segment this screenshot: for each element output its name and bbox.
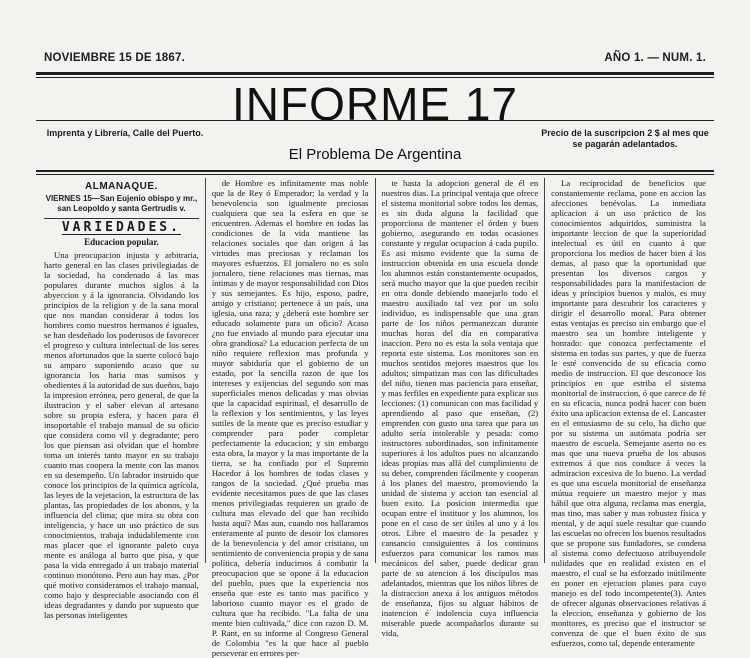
column-4-text: La reciprocidad de beneficios que constantemente reclama, pone en accion las afecciones benévolas. La inmediata aplicacion á un uso práctico de los conocimientos adquiridos, suministra la importante leccion de que la superioridad intelectual es útil en cuanto á que proporcionа los medios de hacer bien á los demas, al paso que la oportunidad que presentan los diversos cargos y responsabilidades para la manifestacion de ideas y principios buenos y malos, es muy importante para descubrir los caracteres y dirigir el desarrollo moral. Para obtener estas ventajas es preciso sin embargo que el maestro sea un hombre inteligente y honrado: que conozca perfectamente el sistema en todas sus partes, y que de fuerza le esté convencido de su eficacia como medio de instruccion. El que desconoce los principios en que estriba el sistema monitorial de instruccion, ó que carece de fé en su eficacia, nunca podrá hacer con buen éxito una aplicacion extensa de el. Lancaster en el entusiasmo de su celo, ha dicho que por su sistema un autómata podría ser maestro de escuela. Semejante aserto no es mas que una nueva prueba de los abusos extremos á que nos conduce á veces la admiracion excesiva de lo bueno. La verdad es que una escuela monitorial de enseñanza mútua requiere un maestro mejor y mas hábil que otra alguna, reclama mas energía, mas tino, mas saber y mas robustez física y mental, y de aquí suele resultar que cuando las escuelas no ofrecen los buenos resultados que se propone sus fundadores, se condena al sistema como defectuoso atribuyendole nulidades que en realidad existen en el maestro, el cual se ha esforzado inútilmente en poner en ejecucion planes para cuyo manejo es del todo incompetente(3). Antes de ofrecer algunas observaciones relativas á la eleccion, enseñanza y gobierno de los monitores, es preciso que el instructor se convenza de que el buen éxito de sus esfuerzos, como tal, depende enteramente: [551, 178, 706, 648]
masthead-title: INFORME 17: [231, 78, 519, 130]
almanaque-text: VIERNES 15—San Eujenio obispo y mr., san Leopoldo y santa Gertrudis v.: [45, 194, 198, 213]
dateline: [44, 52, 706, 70]
article-columns: [38, 178, 712, 658]
column-3: [375, 178, 545, 638]
subheader-rule: [36, 170, 714, 172]
issue-number: AÑO 1. — NUM. 1.: [604, 52, 706, 64]
subtitle-wrap: [210, 128, 540, 164]
subheader-rule-thin: [36, 174, 714, 175]
printer-address: Imprenta y Librería, Calle del Puerto.: [46, 128, 204, 138]
issue-date: NOVIEMBRE 15 DE 1867.: [44, 52, 185, 64]
column-4: [544, 178, 712, 648]
column-3-text: te hasta la adopcion general de él en nuestros dias. La principal ventaja que ofrece el sistema monitorial sobre todos los demas, es sin duda alguna la facilidad que proporciona de mantener el órden y buen gobierno, asegurando en todas ocasiones constante y regular ocupacion á cada pupilo. Es asi mismo evidente que la suma de instruccion obtenida en una escuela donde los alumnos están constantemente ocupados, será mucho mayor que la que pueden recibir en otra donde debiendo manejarlo todo el maestro auxiliado tal vez por un solo individuo, es indispensable que una gran parte de los niños permanezcan durante muchas horas del dia en comparativa inaccion. Pero no es esta la sola ventaja que reporta este sistema. Los monitores son en muchos sentidos mejores maestros que los adultos; simpatizan mas con las dificultades del niño, tienen mas paciencia para enseñar, y mas ferfiles en expediente para explicar sus lecciones: (1) comunican con mas facilidad y aprendiendo al paso que enseñan, (2) emprenden con gusto una tarea que para un adulto sería intolerable y pesada: como instructores subordinados, son infinitamente superiores á los adultos pues no alcanzando ideas propias mas allá del cumplimiento de su deber, comprenden fácilmente y cooperan á los planes del maestro, promoviendo la unidad de sistema y accion tan esencial al buen exito. La posicion intermedia que ocupan entre el instituor y los alumnos, los pone en el caso de ser útiles al uno y á los otros. Libre el maestro de la pesadez y cansancio consiguientes á los continuos esfuerzos para comunicar los ramos mas mecánicos del saber, puede dedicar gran parte de su atencion á los discípulos mas adelantados, mientras que los niños libres de la distraccion anexa á los antiguos métodos de enseñanza, fijos su alguar hábitos de inatencion é indolencia cuya influencia miserable puede acompañarlos durante su vida,: [381, 178, 539, 638]
subtitle: El Problema De Argentina: [288, 146, 462, 163]
subscription-price: Precio de la suscripcion 2 $ al mes que se pagarán adelantados.: [541, 128, 709, 149]
section-heading: VARIEDADES.: [61, 220, 181, 235]
column-2-text: de Hombre es infinitamente mas noble que la de Rey ó Emperador; la verdad y la benevolencia son igualmente preciosas cualquiera que sea la esfera en que se encuentren. Ademas el hombre en todas las condiciones de la vida mantiene las relaciones sociales que dan origen á las virtudes mas preciosas y reclaman los mayores esfuerzos. El jornalero no es solo jornalero, tiene relaciones mas tiernas, mas íntimas y de mayor responsabilidad con Dios y sus semejantes. Es hijo, esposo, padre, amigo y cristiano; pertenece á un país, una iglesia, una raza; y ¿deberá este hombre ser educado solamente para un oficio? Acaso ¿no fue enviado al mundo para ejecutar una obra grandiosa? La educacion perfecta de un niño requiere reflexion mas profunda y mayor sabiduría que el gobierno de un estado, por la sencilla razon de que los intereses y exijencias del segundo son mas superficiales menos delicadas y mas obvias que la capacidad espiritual, el desarrollo de la reflexion y los sentimientos, y las leyes sutiles de la mente que es preciso estudiar y comprender para poder completar perfectamente la educacion; y sin embargo esta obra, la mayor y la mas importante de la tierra, se ha confiado por el Supremo Hacedor á los hombres de todas clases y rangos de la sociedad. ¿Qué prueba mas evidente necesitamos pues de que las clases menos privilegiadas requieren un grado de cultura mas elevado del que han recibido hasta aquí? Mas aun, cuando nos hallaramos enteramente al punto de desoir los clamores de la benevolencia y del amor cristiano, un sentimiento de conveniencia propia y de sana política, debería inducirnos á combatir la preocupacion que se opone á la educacion del pueblo, pues que la experiencia nos enseña que este es tanto mas pacífico y laborioso cuanto mayor es el grado de cultura que ha recibido. "La falta de una mente bien cultivada," dice con razon D. M. P. Rant, en su informe al Congreso General de Colombia "es la que hace al pueblo perseverar en errores per-: [211, 178, 369, 658]
article-title: Educacion popular.: [84, 237, 159, 247]
almanaque-heading: ALMANAQUE.: [85, 181, 158, 192]
section-rule: [44, 218, 199, 219]
top-rule: [36, 72, 714, 75]
masthead-rule: [36, 120, 714, 121]
column-1: [38, 178, 205, 620]
subheader: [40, 128, 710, 168]
column-1-text: Una preocupacion injusta y arbitraria, harto general en las clases privilegiadas de la sociedad, ha condenado á las mas populares durante muchos siglos á la abyeccion y á la ignorancia. Olvidando los principios de la religion y de la sana moral que nos mandan considerar á todos los hombres como nuestros hermanos é iguales, se han desdeñado los poderosos de favorecer el progreso y cultura intelectual de los seres menos afortunados que la suerte colocó bajo su amparo suponiendo acaso que su ignorancia los haria mas sumisos y obedientes á la autoridad de sus dueños, bajo la impresion errónea, pero general, de que la ilustracion y el saber elevan al artesano sobre su propia esfera, y hacen para él insoportable el trabajo manual de su oficio que considera como vil y degradante; pero los que piensan asi olvidan que el hombre toma un interés tanto mayor en su trabajo cuanto mas coopera la mente con las manos en su desempeño. Un labrador instruido que conoce los principios de la química agrícola, las leyes de la vejetacion, la estructura de las plantas, las propiedades de los abonos, y la influencia del clima; que mira su obra con inteligencia, y hace un uso práctico de sus conocimientos, trabaja indudablemente con mas placer que el ignorante paleto cuya mente es análoga al barro que pisa, y que pasa la vida entregado á un trabajo material continuo monótono. Pero aun hay mas. ¿Por qué motivo consideramos el trabajo manual, como bajo y despreciable asociando con él ideas degradantes y dando por supuesto que las personas inteligentes: [44, 250, 199, 620]
column-2: [205, 178, 375, 658]
